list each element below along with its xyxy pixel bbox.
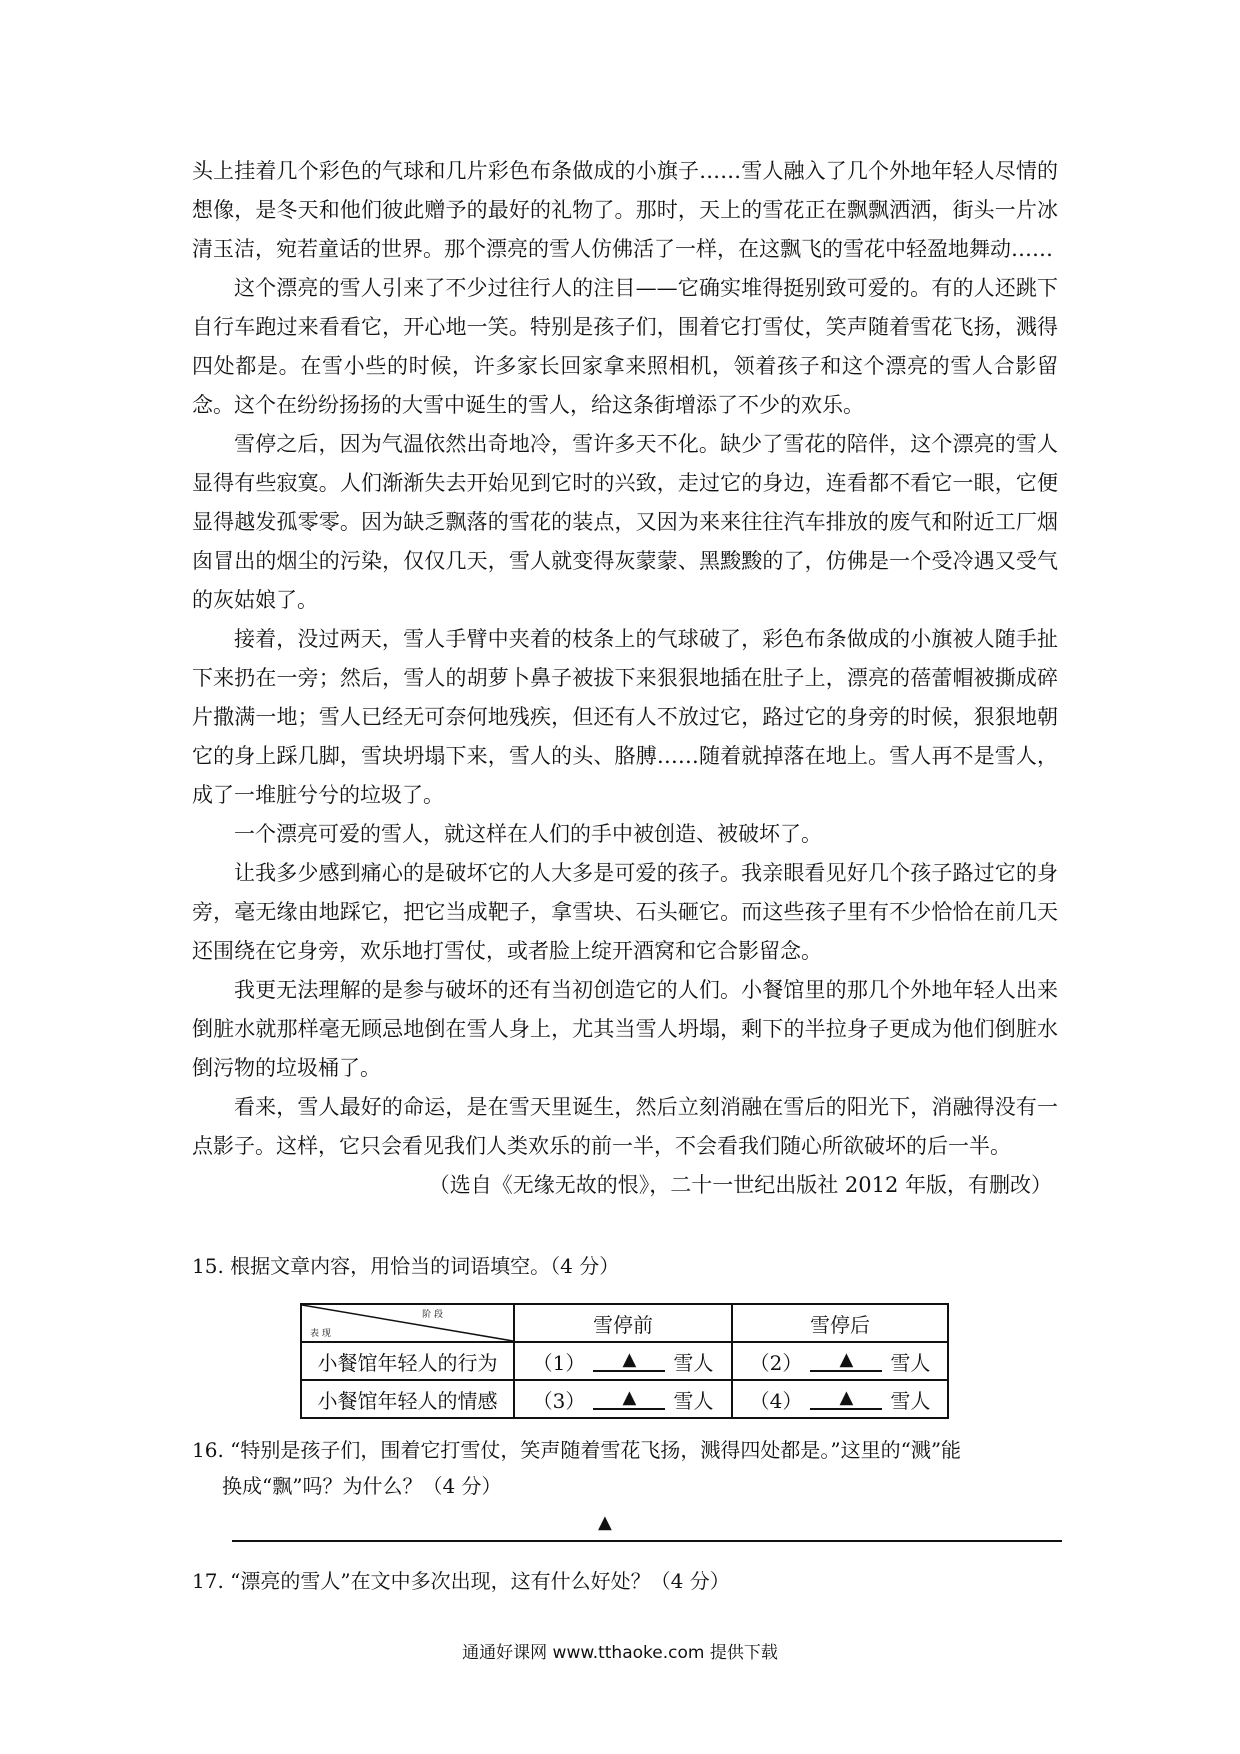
answer-cell-1 [514,1342,732,1380]
page-footer: 通通好课网 www.tthaoke.com 提供下载 [462,1643,778,1663]
question-15-table [300,1303,949,1419]
question-15-prompt: 15. 根据文章内容，用恰当的词语填空。（4 分） [192,1254,620,1278]
passage-paragraph: 我更无法理解的是参与破坏的还有当初创造它的人们。小餐馆里的那几个外地年轻人出来倒脏水就那样毫无顾忌地倒在雪人身上，尤其当雪人坍塌，剩下的半拉身子更成为他们倒脏水倒污物的垃圾桶了。 [192,978,1058,1080]
passage-paragraph: 头上挂着几个彩色的气球和几片彩色布条做成的小旗子……雪人融入了几个外地年轻人尽情的想像，是冬天和他们彼此赠予的最好的礼物了。那时，天上的雪花正在飘飘洒洒，街头一片冰清玉洁，宛若童话的世界。那个漂亮的雪人仿佛活了一样，在这飘飞的雪花中轻盈地舞动…… [192,159,1058,261]
column-header-before: 雪停前 [514,1304,732,1342]
answer-blank-2[interactable]: ▲ [810,1350,882,1372]
answer-triangle-mark: ▲ [598,1512,612,1533]
answer-blank-3[interactable]: ▲ [593,1388,665,1410]
corner-label-stage: 阶 段 [422,1310,443,1320]
passage-paragraph: 一个漂亮可爱的雪人，就这样在人们的手中被创造、被破坏了。 [234,822,822,846]
answer-cell-2 [732,1342,948,1380]
blank-suffix: 雪人 [673,1388,714,1413]
blank-number: （2） [749,1350,803,1375]
question-16-line2: 换成“飘”吗？为什么？（4 分） [222,1474,502,1498]
passage-paragraph: 看来，雪人最好的命运，是在雪天里诞生，然后立刻消融在雪后的阳光下，消融得没有一点影子。这样，它只会看见我们人类欢乐的前一半，不会看我们随心所欲破坏的后一半。 [192,1095,1058,1158]
blank-number: （3） [532,1388,586,1413]
answer-blank-4[interactable]: ▲ [810,1388,882,1410]
table-row [301,1342,948,1380]
blank-suffix: 雪人 [890,1350,931,1375]
blank-suffix: 雪人 [890,1388,931,1413]
row-label-emotion: 小餐馆年轻人的情感 [301,1380,514,1418]
passage-paragraph: 让我多少感到痛心的是破坏它的人大多是可爱的孩子。我亲眼看见好几个孩子路过它的身旁，毫无缘由地踩它，把它当成靶子，拿雪块、石头砸它。而这些孩子里有不少恰恰在前几天还围绕在它身旁，欢乐地打雪仗，或者脸上绽开酒窝和它合影留念。 [192,861,1058,963]
column-header-after: 雪停后 [732,1304,948,1342]
passage-source: （选自《无缘无故的恨》，二十一世纪出版社 2012 年版，有删改） [428,1173,1052,1197]
question-16 [192,1432,1058,1504]
blank-number: （1） [532,1350,586,1375]
corner-label-show: 表 现 [310,1329,331,1339]
table-row [301,1380,948,1418]
question-16-line1: 16. “特别是孩子们，围着它打雪仗，笑声随着雪花飞扬，溅得四处都是。”这里的“溅”能 [192,1438,962,1462]
passage-paragraph: 这个漂亮的雪人引来了不少过往行人的注目——它确实堆得挺别致可爱的。有的人还跳下自行车跑过来看看它，开心地一笑。特别是孩子们，围着它打雪仗，笑声随着雪花飞扬，溅得四处都是。在雪小些的时候，许多家长回家拿来照相机，领着孩子和这个漂亮的雪人合影留念。这个在纷纷扬扬的大雪中诞生的雪人，给这条街增添了不少的欢乐。 [192,276,1058,417]
answer-cell-3 [514,1380,732,1418]
blank-suffix: 雪人 [673,1350,714,1375]
row-label-behavior: 小餐馆年轻人的行为 [301,1342,514,1380]
question-17: 17. “漂亮的雪人”在文中多次出现，这有什么好处？（4 分） [192,1569,730,1593]
reading-passage [192,152,1058,1205]
passage-paragraph: 接着，没过两天，雪人手臂中夹着的枝条上的气球破了，彩色布条做成的小旗被人随手扯下来扔在一旁；然后，雪人的胡萝卜鼻子被拔下来狠狠地插在肚子上，漂亮的蓓蕾帽被撕成碎片撒满一地；雪人已经无可奈何地残疾，但还有人不放过它，路过它的身旁的时候，狠狠地朝它的身上踩几脚，雪块坍塌下来，雪人的头、胳膊……随着就掉落在地上。雪人再不是雪人，成了一堆脏兮兮的垃圾了。 [192,627,1058,807]
passage-paragraph: 雪停之后，因为气温依然出奇地冷，雪许多天不化。缺少了雪花的陪伴，这个漂亮的雪人显得有些寂寞。人们渐渐失去开始见到它时的兴致，走过它的身边，连看都不看它一眼，它便显得越发孤零零。因为缺乏飘落的雪花的装点，又因为来来往往汽车排放的废气和附近工厂烟囱冒出的烟尘的污染，仅仅几天，雪人就变得灰蒙蒙、黑黢黢的了，仿佛是一个受冷遇又受气的灰姑娘了。 [192,432,1058,612]
blank-number: （4） [749,1388,803,1413]
table-corner-cell [301,1304,514,1342]
answer-line-16[interactable] [232,1540,1062,1542]
table-header-row [301,1304,948,1342]
diagonal-line [302,1305,513,1341]
answer-cell-4 [732,1380,948,1418]
answer-blank-1[interactable]: ▲ [593,1350,665,1372]
